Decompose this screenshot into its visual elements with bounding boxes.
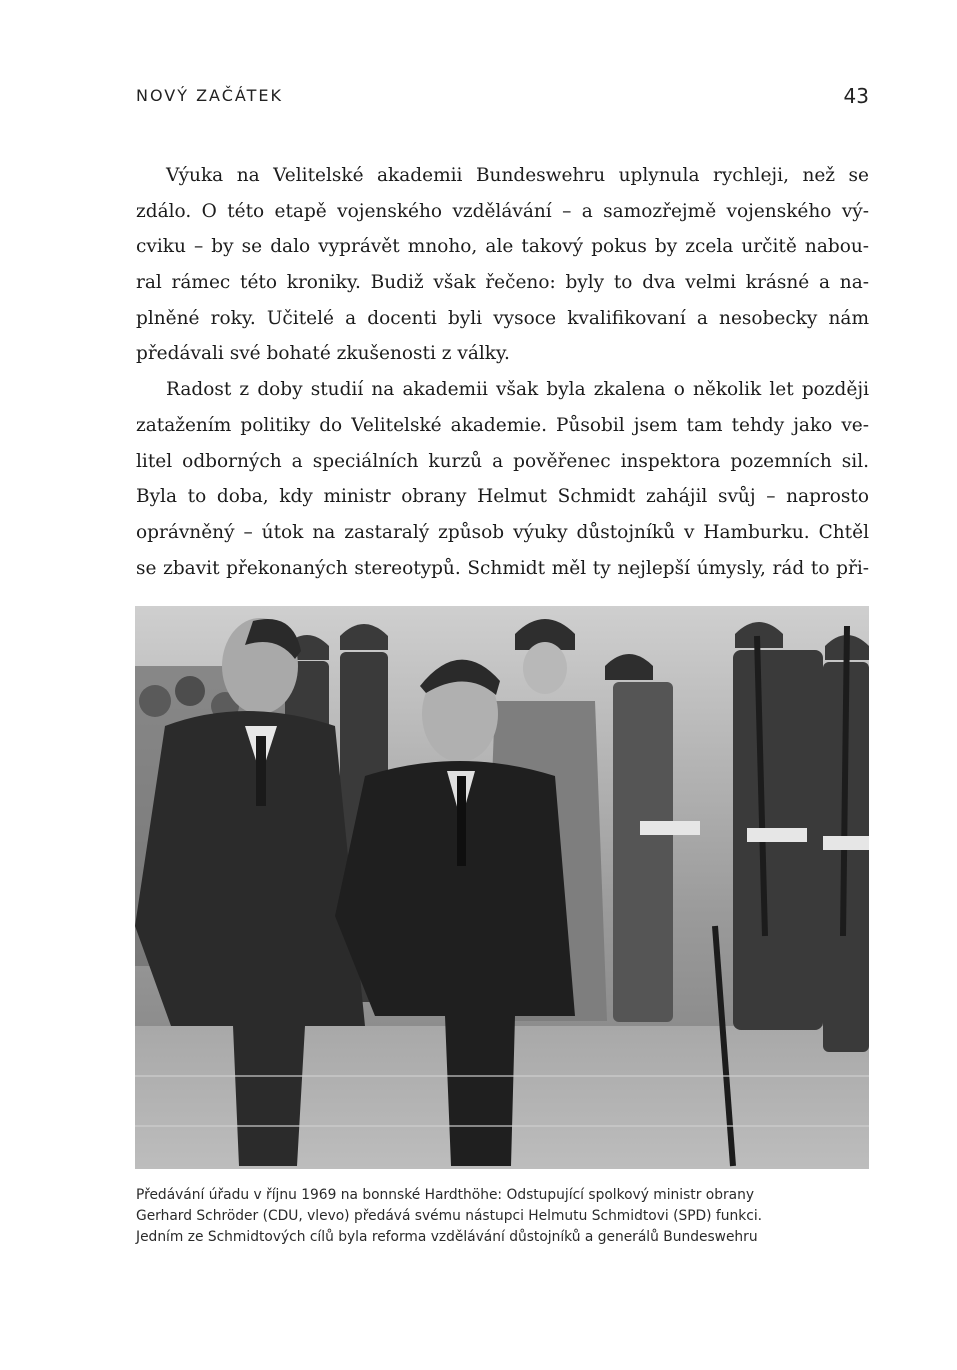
photograph-illustration — [135, 606, 869, 1169]
body-line: oprávněný – útok na zastaralý způsob výuky důstojníků v Hamburku. Chtěl — [136, 521, 869, 543]
photo-caption — [136, 1185, 869, 1248]
body-line: plněné roky. Učitelé a docenti byli vysoce kvalifikovaní a nesobecky nám — [136, 307, 869, 329]
body-line: cviku – by se dalo vyprávět mnoho, ale takový pokus by zcela určitě nabou- — [136, 236, 869, 258]
running-head — [136, 84, 869, 110]
body-line: zatažením politiky do Velitelské akademie. Působil jsem tam tehdy jako ve- — [136, 414, 869, 436]
body-text — [136, 158, 869, 586]
caption-line: Jedním ze Schmidtových cílů byla reforma vzdělávání důstojníků a generálů Bundeswehru — [136, 1229, 758, 1245]
body-line: zdálo. O této etapě vojenského vzdělávání – a samozřejmě vojenského vý- — [136, 200, 869, 222]
body-line: litel odborných a speciálních kurzů a pověřenec inspektora pozemních sil. — [136, 450, 869, 472]
body-line: Výuka na Velitelské akademii Bundeswehru uplynula rychleji, než se — [166, 165, 869, 186]
caption-line: Předávání úřadu v říjnu 1969 na bonnské Hardthöhe: Odstupující spolkový ministr obrany — [136, 1187, 755, 1203]
body-line: se zbavit překonaných stereotypů. Schmidt měl ty nejlepší úmysly, rád to při- — [136, 557, 869, 579]
body-line: Byla to doba, kdy ministr obrany Helmut Schmidt zahájil svůj – naprosto — [136, 486, 869, 508]
photograph — [135, 606, 869, 1169]
body-line: Radost z doby studií na akademii však byla zkalena o několik let později — [166, 379, 869, 401]
body-line: předávali své bohaté zkušenosti z války. — [136, 343, 510, 365]
chapter-title: NOVÝ ZAČÁTEK — [136, 86, 283, 105]
caption-line: Gerhard Schröder (CDU, vlevo) předává svému nástupci Helmutu Schmidtovi (SPD) funkci. — [136, 1208, 763, 1224]
page-number: 43 — [843, 84, 869, 108]
body-line: ral rámec této kroniky. Budiž však řečeno: byly to dva velmi krásné a na- — [136, 272, 869, 294]
